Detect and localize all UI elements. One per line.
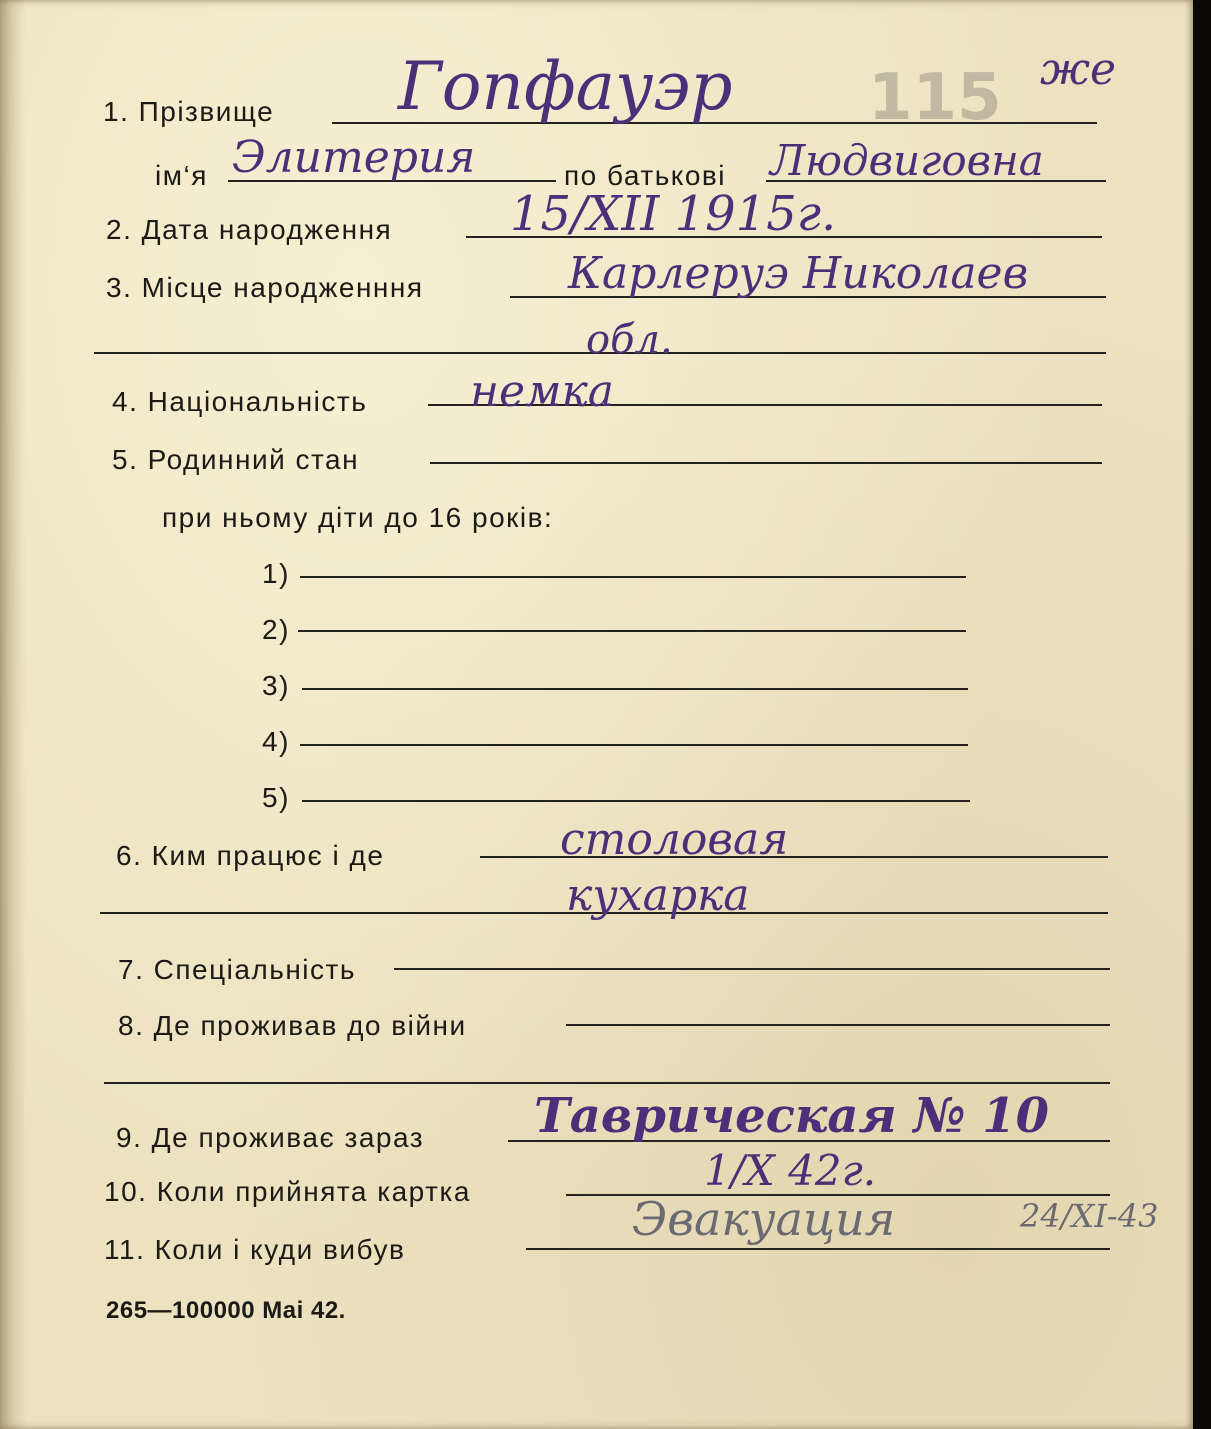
line-child-2 (298, 630, 966, 632)
line-child-4 (300, 744, 968, 746)
label-specialty: 7. Спеціальність (118, 954, 356, 985)
label-current-residence: 9. Де проживає зараз (116, 1122, 425, 1153)
label-prewar-residence: 8. Де проживав до війни (118, 1010, 467, 1041)
hw-work-1: столовая (560, 814, 789, 865)
line-child-5 (302, 800, 970, 802)
hw-card-date: 1/X 42г. (704, 1146, 877, 1195)
label-child-3: 3) (262, 670, 290, 701)
paper-fold-shadow (0, 0, 26, 1429)
hw-birth-place-1: Карлеруэ Николаев (568, 248, 1029, 299)
line-prewar-residence (566, 1024, 1110, 1026)
label-card-date: 10. Коли прийнята картка (104, 1176, 471, 1207)
label-child-1: 1) (262, 558, 290, 589)
label-birth-place: 3. Місце народженння (106, 272, 424, 303)
surname-note: же (1040, 44, 1117, 95)
label-child-5: 5) (262, 782, 290, 813)
label-birth-date: 2. Дата народження (106, 214, 393, 245)
hw-birth-date: 15/XII 1915г. (510, 186, 837, 242)
label-name: ім‘я (155, 160, 208, 191)
label-work: 6. Ким працює і де (116, 840, 385, 871)
hw-surname: Гопфауэр (398, 48, 733, 125)
hw-name: Элитерия (232, 132, 476, 183)
hw-departure: Эвакуация (632, 1192, 896, 1246)
hw-departure-date: 24/XI-43 (1020, 1197, 1159, 1235)
label-nationality: 4. Національність (112, 386, 368, 417)
line-prewar-residence-2 (104, 1082, 1110, 1084)
label-child-2: 2) (262, 614, 290, 645)
hw-patronymic: Людвиговна (770, 136, 1044, 185)
label-children: при ньому діти до 16 років: (162, 502, 554, 533)
line-child-1 (300, 576, 966, 578)
hw-nationality: немка (470, 366, 615, 417)
label-marital-status: 5. Родинний стан (112, 444, 360, 475)
hw-birth-place-2: обл. (586, 317, 673, 363)
line-marital-status (430, 462, 1102, 464)
label-departure: 11. Коли і куди вибув (104, 1234, 406, 1265)
label-child-4: 4) (262, 726, 290, 757)
hw-work-2: кухарка (566, 870, 750, 921)
number-stamp: 115 (868, 61, 1002, 135)
label-patronymic: по батькові (564, 160, 727, 191)
print-run-footer: 265—100000 Mai 42. (106, 1297, 346, 1324)
line-departure (526, 1248, 1110, 1250)
line-specialty (394, 968, 1110, 970)
line-child-3 (302, 688, 968, 690)
hw-current-residence: Таврическая № 10 (534, 1088, 1050, 1144)
label-surname: 1. Прізвище (103, 96, 275, 127)
